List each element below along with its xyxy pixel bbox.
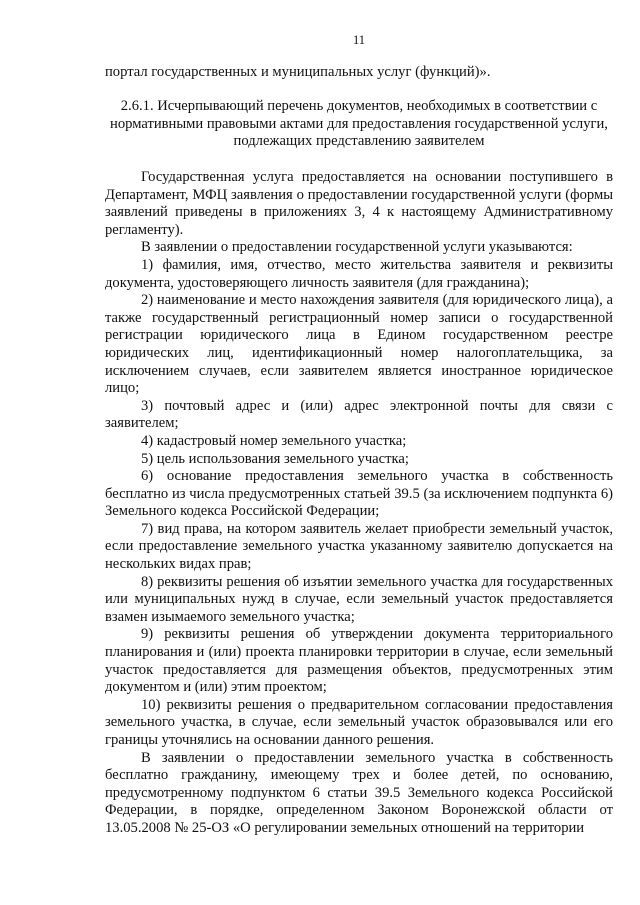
body-text	[105, 169, 613, 838]
paragraph-large-family: В заявлении о предоставлении земельного участка в собственность бесплатно гражданину, имеющему трех и более детей, по основанию, предусмотренному подпунктом 6 статьи 39.5 Земельного кодекса Российской Федерации, в порядке, определенном Законом Воронежской области от 13.05.2008 № 25-ОЗ «О регулировании земельных отношений на территории	[105, 749, 613, 836]
list-item-3: 3) почтовый адрес и (или) адрес электронной почты для связи с заявителем;	[105, 397, 613, 432]
list-item-1: 1) фамилия, имя, отчество, место жительства заявителя и реквизиты документа, удостоверяющего личность заявителя (для гражданина);	[105, 256, 613, 291]
list-item-5: 5) цель использования земельного участка;	[141, 450, 409, 467]
paragraph-application-contents: В заявлении о предоставлении государственной услуги указываются:	[141, 239, 573, 256]
list-item-2: 2) наименование и место нахождения заявителя (для юридического лица), а также государственный регистрационный номер записи о государственной регистрации юридического лица в Едином государственном реестре юридических лиц, идентификационный номер налогоплательщика, за исключением случаев, если заявителем является иностранное юридическое лицо;	[105, 292, 613, 397]
list-item-9: 9) реквизиты решения об утверждении документа территориального планирования и (или) проекта планировки территории в случае, если земельный участок предоставляется для размещения объектов, предусмотренных этим документом и (или) этим проектом;	[105, 626, 613, 696]
intro-line: портал государственных и муниципальных услуг (функций)».	[105, 64, 491, 80]
list-item-4: 4) кадастровый номер земельного участка;	[141, 432, 407, 449]
list-item-8: 8) реквизиты решения об изъятии земельного участка для государственных или муниципальных нужд в случае, если земельный участок предоставляется взамен изымаемого земельного участка;	[105, 573, 613, 625]
list-item-6: 6) основание предоставления земельного участка в собственность бесплатно из числа предусмотренных статьей 39.5 (за исключением подпункта 6) Земельного кодекса Российской Федерации;	[105, 468, 613, 520]
section-heading: 2.6.1. Исчерпывающий перечень документов, необходимых в соответствии с нормативными правовыми актами для предоставления государственной услуги, подлежащих представлению заявителем	[110, 98, 608, 150]
paragraph-service-basis: Государственная услуга предоставляется на основании поступившего в Департамент, МФЦ заявления о предоставлении государственной услуги (формы заявлений приведены в приложениях 3, 4 к настоящему Административному регламенту).	[105, 169, 613, 238]
page-number: 11	[352, 33, 366, 47]
list-item-10: 10) реквизиты решения о предварительном согласовании предоставления земельного участка, в случае, если земельный участок образовывался или его границы уточнялись на основании данного решения.	[105, 696, 613, 748]
list-item-7: 7) вид права, на котором заявитель желает приобрести земельный участок, если предоставление земельного участка указанному заявителю допускается на нескольких видах прав;	[105, 520, 613, 573]
intro-line-block	[105, 64, 613, 82]
